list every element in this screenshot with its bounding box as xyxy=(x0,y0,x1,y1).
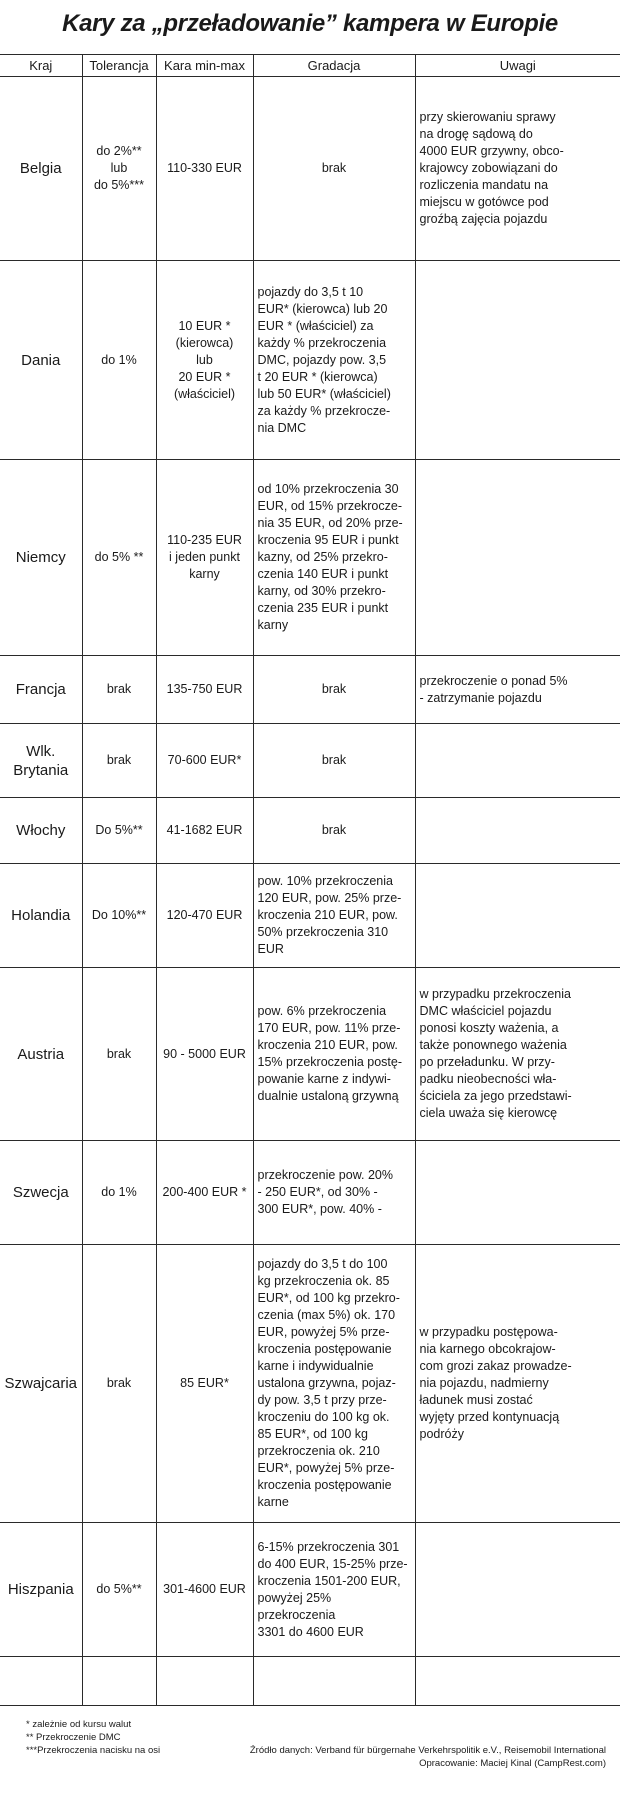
cell-kara: 85 EUR* xyxy=(156,1245,253,1523)
cell-kraj: Włochy xyxy=(0,798,82,864)
cell-kraj: Hiszpania xyxy=(0,1523,82,1657)
footnotes xyxy=(26,1718,160,1757)
footnote: ***Przekroczenia nacisku na osi xyxy=(26,1745,161,1756)
cell-gradacja: od 10% przekroczenia 30 EUR, od 15% przekrocze- nia 35 EUR, od 20% prze- kroczenia 95 EUR i punkt kazny, od 25% przekro- czenia 140 EUR i punkt karny, od 30% przekro- czenia 235 EUR i punkt karny xyxy=(253,460,415,656)
cell-gradacja: brak xyxy=(253,77,415,261)
table-row xyxy=(0,1141,620,1245)
penalty-table xyxy=(0,54,620,1706)
table-row-empty xyxy=(0,1657,620,1706)
cell-kara: 135-750 EUR xyxy=(156,656,253,724)
cell-gradacja: 6-15% przekroczenia 301 do 400 EUR, 15-25% prze- kroczenia 1501-200 EUR, powyżej 25% przekroczenia 3301 do 4600 EUR xyxy=(253,1523,415,1657)
cell-uwagi xyxy=(415,798,620,864)
table-header-row xyxy=(0,55,620,77)
cell-tolerancja: do 5% ** xyxy=(82,460,156,656)
cell-gradacja: brak xyxy=(253,724,415,798)
header-uwagi: Uwagi xyxy=(415,55,620,77)
cell-uwagi: w przypadku postępowa- nia karnego obcokrajow- com grozi zakaz prowadze- nia pojazdu, nadmierny ładunek musi zostać wyjęty przed kontynuacją podróży xyxy=(415,1245,620,1523)
cell-gradacja: brak xyxy=(253,656,415,724)
header-gradacja: Gradacja xyxy=(253,55,415,77)
table-row xyxy=(0,261,620,460)
cell-tolerancja: brak xyxy=(82,968,156,1141)
cell-kraj: Szwecja xyxy=(0,1141,82,1245)
cell-kara: 120-470 EUR xyxy=(156,864,253,968)
cell-tolerancja: do 2%** lub do 5%*** xyxy=(82,77,156,261)
author-text: Opracowanie: Maciej Kinal (CampRest.com) xyxy=(419,1758,606,1769)
cell-tolerancja: do 1% xyxy=(82,261,156,460)
cell-kraj: Francja xyxy=(0,656,82,724)
table-row xyxy=(0,968,620,1141)
cell-uwagi: przekroczenie o ponad 5% - zatrzymanie pojazdu xyxy=(415,656,620,724)
table-row xyxy=(0,798,620,864)
cell-uwagi: przy skierowaniu sprawy na drogę sądową do 4000 EUR grzywny, obco- krajowcy zobowiązani do rozliczenia mandatu na miejscu w gotówce pod groźbą zajęcia pojazdu xyxy=(415,77,620,261)
table-row xyxy=(0,724,620,798)
cell-kara: 10 EUR * (kierowca) lub 20 EUR * (właściciel) xyxy=(156,261,253,460)
cell-kara: 200-400 EUR * xyxy=(156,1141,253,1245)
cell-gradacja: pojazdy do 3,5 t do 100 kg przekroczenia ok. 85 EUR*, od 100 kg przekro- czenia (max 5%) ok. 170 EUR, powyżej 5% prze- kroczenia postępowanie karne i indywidualnie ustalona grzywna, pojaz- dy pow. 3,5 t przy prze- kroczeniu do 100 kg ok. 85 EUR*, od 100 kg przekroczenia ok. 210 EUR*, powyżej 5% prze- kroczenia postępowanie karne xyxy=(253,1245,415,1523)
table-row xyxy=(0,460,620,656)
footnote: * zależnie od kursu walut xyxy=(26,1719,132,1730)
cell-kara: 70-600 EUR* xyxy=(156,724,253,798)
cell-kara: 110-330 EUR xyxy=(156,77,253,261)
cell-uwagi xyxy=(415,460,620,656)
cell-kara: 90 - 5000 EUR xyxy=(156,968,253,1141)
cell-kraj: Wlk. Brytania xyxy=(0,724,82,798)
cell-kraj: Niemcy xyxy=(0,460,82,656)
cell-uwagi xyxy=(415,1141,620,1245)
cell-uwagi xyxy=(415,261,620,460)
table-row xyxy=(0,77,620,261)
cell-kraj: Holandia xyxy=(0,864,82,968)
cell-tolerancja: do 5%** xyxy=(82,1523,156,1657)
cell-gradacja: brak xyxy=(253,798,415,864)
cell-tolerancja: brak xyxy=(82,1245,156,1523)
cell-uwagi: w przypadku przekroczenia DMC właściciel pojazdu ponosi koszty ważenia, a także ponownego ważenia po przeładunku. W przy- padku nieobecności wła- ściciela za jego przedstawi- ciela uważa się kierowcę xyxy=(415,968,620,1141)
header-tolerancja: Tolerancja xyxy=(82,55,156,77)
cell-uwagi xyxy=(415,1523,620,1657)
header-kara: Kara min-max xyxy=(156,55,253,77)
cell-uwagi xyxy=(415,724,620,798)
cell-gradacja: pojazdy do 3,5 t 10 EUR* (kierowca) lub 20 EUR * (właściciel) za każdy % przekroczenia DMC, pojazdy pow. 3,5 t 20 EUR * (kierowca) lub 50 EUR* (właściciel) za każdy % przekrocze- nia DMC xyxy=(253,261,415,460)
table-row xyxy=(0,656,620,724)
cell-kraj: Dania xyxy=(0,261,82,460)
cell-gradacja: pow. 6% przekroczenia 170 EUR, pow. 11% prze- kroczenia 210 EUR, pow. 15% przekroczenia postę- powanie karne z indywi- dualnie ustaloną grzywną xyxy=(253,968,415,1141)
cell-uwagi xyxy=(415,864,620,968)
cell-tolerancja: Do 10%** xyxy=(82,864,156,968)
cell-tolerancja: Do 5%** xyxy=(82,798,156,864)
source-credits xyxy=(250,1744,606,1770)
cell-gradacja: przekroczenie pow. 20% - 250 EUR*, od 30% - 300 EUR*, pow. 40% - xyxy=(253,1141,415,1245)
cell-kara: 301-4600 EUR xyxy=(156,1523,253,1657)
cell-kara: 41-1682 EUR xyxy=(156,798,253,864)
cell-kraj: Szwajcaria xyxy=(0,1245,82,1523)
table-row xyxy=(0,1523,620,1657)
cell-kara: 110-235 EUR i jeden punkt karny xyxy=(156,460,253,656)
footnote: ** Przekroczenie DMC xyxy=(26,1732,121,1743)
cell-kraj: Belgia xyxy=(0,77,82,261)
header-kraj: Kraj xyxy=(0,55,82,77)
cell-tolerancja: do 1% xyxy=(82,1141,156,1245)
page-title: Kary za „przeładowanie” kampera w Europie xyxy=(62,10,558,37)
table-row xyxy=(0,864,620,968)
table-row xyxy=(0,1245,620,1523)
cell-tolerancja: brak xyxy=(82,724,156,798)
cell-gradacja: pow. 10% przekroczenia 120 EUR, pow. 25% prze- kroczenia 210 EUR, pow. 50% przekroczenia 310 EUR xyxy=(253,864,415,968)
source-text: Źródło danych: Verband für bürgernahe Verkehrspolitik e.V., Reisemobil International xyxy=(249,1745,606,1756)
cell-kraj: Austria xyxy=(0,968,82,1141)
cell-tolerancja: brak xyxy=(82,656,156,724)
